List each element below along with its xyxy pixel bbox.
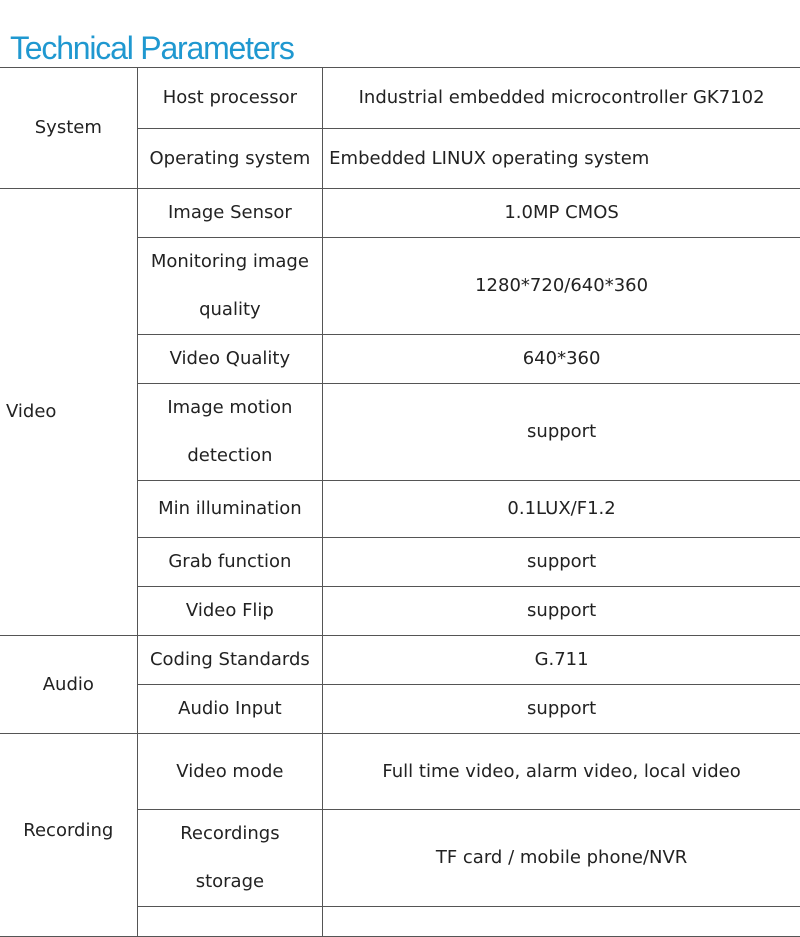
param-value: TF card / mobile phone/NVR	[323, 810, 800, 907]
param-value: 1280*720/640*360	[323, 238, 800, 335]
param-name: Video mode	[137, 734, 323, 810]
category-recording-label: Recording	[23, 820, 114, 841]
category-recording	[0, 734, 137, 937]
param-value: 1.0MP CMOS	[323, 189, 800, 238]
table-row	[0, 189, 800, 238]
category-video: Video	[0, 189, 137, 636]
param-value: support	[323, 685, 800, 734]
param-value-empty	[323, 907, 800, 937]
param-name: Image motion detection	[137, 384, 323, 481]
table-row	[0, 68, 800, 129]
technical-parameters-table	[0, 67, 800, 937]
param-value: support	[323, 538, 800, 587]
param-name: Host processor	[137, 68, 323, 129]
page-title: Technical Parameters	[10, 30, 294, 66]
param-name: Image Sensor	[137, 189, 323, 238]
table-row	[0, 636, 800, 685]
param-value: Full time video, alarm video, local video	[323, 734, 800, 810]
param-value: G.711	[323, 636, 800, 685]
param-name: Operating system	[137, 129, 323, 189]
category-system: System	[0, 68, 137, 189]
param-name: Coding Standards	[137, 636, 323, 685]
param-name: Audio Input	[137, 685, 323, 734]
param-name: Grab function	[137, 538, 323, 587]
param-value: support	[323, 384, 800, 481]
param-name-empty	[137, 907, 323, 937]
param-value: 0.1LUX/F1.2	[323, 481, 800, 538]
table-row	[0, 734, 800, 810]
param-value: Industrial embedded microcontroller GK7102	[323, 68, 800, 129]
param-name: Min illumination	[137, 481, 323, 538]
category-audio: Audio	[0, 636, 137, 734]
param-value: support	[323, 587, 800, 636]
param-value: 640*360	[323, 335, 800, 384]
param-name: Monitoring image quality	[137, 238, 323, 335]
param-name: Video Quality	[137, 335, 323, 384]
param-value: Embedded LINUX operating system	[323, 129, 800, 189]
param-name: Video Flip	[137, 587, 323, 636]
param-name: Recordings storage	[137, 810, 323, 907]
